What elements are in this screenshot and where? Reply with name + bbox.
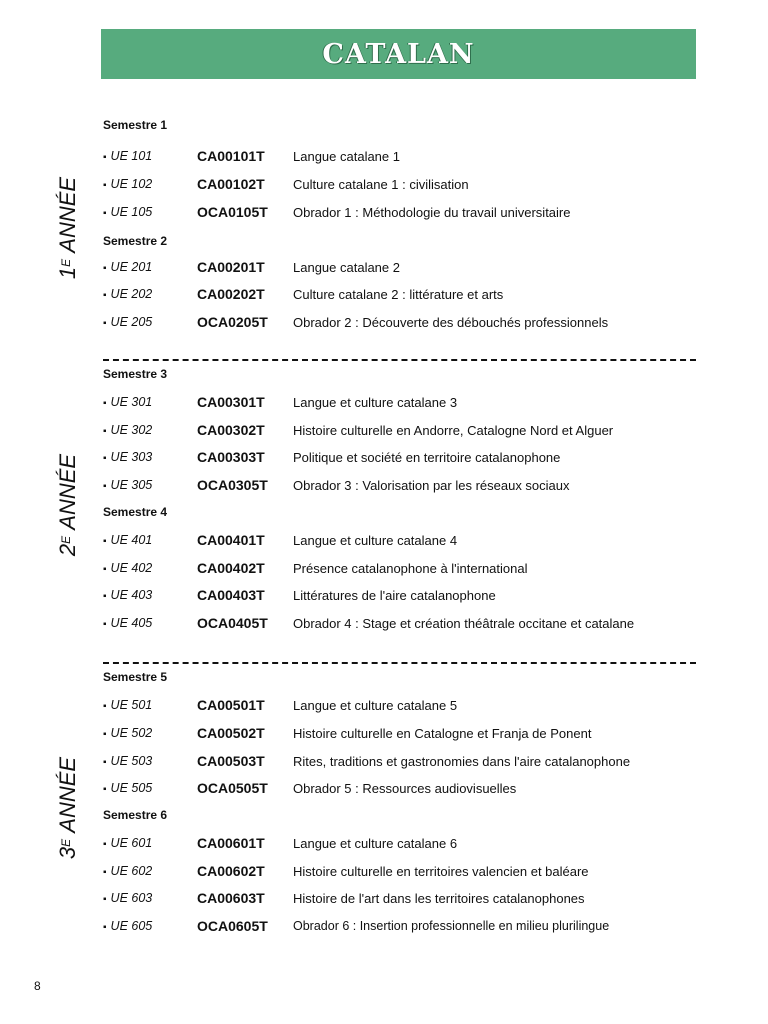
course-row — [103, 751, 703, 771]
course-title: Langue catalane 1 — [293, 148, 400, 164]
course-row — [103, 558, 703, 578]
course-row — [103, 778, 703, 798]
course-row — [103, 312, 703, 332]
bullet-icon: ▪ — [103, 619, 107, 630]
ue-number: UE 101 — [110, 149, 153, 163]
course-row — [103, 202, 703, 222]
course-row — [103, 447, 703, 467]
ue-number: UE 603 — [110, 891, 153, 905]
year-number: 2 — [55, 543, 80, 557]
course-code: CA00401T — [197, 532, 265, 548]
course-title: Rites, traditions et gastronomies dans l'aire catalanophone — [293, 753, 631, 769]
course-title: Obrador 5 : Ressources audiovisuelles — [293, 780, 517, 796]
course-title: Histoire de l'art dans les territoires catalanophones — [293, 890, 585, 906]
ue-number: UE 403 — [110, 588, 153, 602]
course-title: Culture catalane 1 : civilisation — [293, 176, 469, 192]
course-code: OCA0305T — [197, 477, 268, 493]
course-title: Langue et culture catalane 6 — [293, 835, 458, 851]
semester-heading: Semestre 3 — [103, 367, 168, 381]
ue-number: UE 301 — [110, 395, 153, 409]
ue-number: UE 201 — [110, 260, 153, 274]
bullet-icon: ▪ — [103, 290, 107, 301]
year-number: 1 — [55, 266, 80, 280]
ue-number: UE 303 — [110, 450, 153, 464]
page-title: CATALAN — [322, 38, 475, 70]
ue-number: UE 503 — [110, 754, 153, 768]
course-code: CA00501T — [197, 697, 265, 713]
course-row — [103, 861, 703, 881]
ue-number: UE 605 — [110, 919, 153, 933]
course-row — [103, 695, 703, 715]
year-word: ANNÉE — [55, 756, 80, 833]
course-row — [103, 530, 703, 550]
course-row — [103, 284, 703, 304]
course-row — [103, 916, 703, 936]
ue-number: UE 305 — [110, 478, 153, 492]
year-word: ANNÉE — [55, 176, 80, 253]
year-superscript: E — [59, 258, 73, 267]
ue-number: UE 402 — [110, 561, 153, 575]
course-code: CA00502T — [197, 725, 265, 741]
course-title: Culture catalane 2 : littérature et arts — [293, 286, 504, 302]
year-superscript: E — [59, 535, 73, 544]
course-code: CA00302T — [197, 422, 265, 438]
bullet-icon: ▪ — [103, 922, 107, 933]
bullet-icon: ▪ — [103, 729, 107, 740]
course-row — [103, 475, 703, 495]
ue-number: UE 405 — [110, 616, 153, 630]
course-title: Littératures de l'aire catalanophone — [293, 587, 496, 603]
ue-number: UE 502 — [110, 726, 153, 740]
bullet-icon: ▪ — [103, 453, 107, 464]
course-title: Histoire culturelle en territoires valencien et baléare — [293, 863, 589, 879]
course-code: CA00503T — [197, 753, 265, 769]
course-code: CA00402T — [197, 560, 265, 576]
semester-heading: Semestre 5 — [103, 670, 168, 684]
ue-number: UE 102 — [110, 177, 153, 191]
ue-number: UE 302 — [110, 423, 153, 437]
bullet-icon: ▪ — [103, 208, 107, 219]
ue-number: UE 401 — [110, 533, 153, 547]
ue-number: UE 601 — [110, 836, 153, 850]
year-label-1 — [48, 128, 88, 328]
bullet-icon: ▪ — [103, 701, 107, 712]
semester-heading: Semestre 1 — [103, 118, 168, 132]
bullet-icon: ▪ — [103, 867, 107, 878]
year-word: ANNÉE — [55, 453, 80, 530]
course-code: CA00303T — [197, 449, 265, 465]
title-banner — [101, 29, 696, 79]
course-title: Langue catalane 2 — [293, 259, 400, 275]
course-row — [103, 146, 703, 166]
course-row — [103, 585, 703, 605]
course-title: Histoire culturelle en Catalogne et Franja de Ponent — [293, 725, 592, 741]
ue-number: UE 602 — [110, 864, 153, 878]
course-title: Histoire culturelle en Andorre, Catalogne Nord et Alguer — [293, 422, 614, 438]
course-code: CA00201T — [197, 259, 265, 275]
course-title: Obrador 4 : Stage et création théâtrale occitane et catalane — [293, 615, 635, 631]
page-number: 8 — [34, 979, 41, 993]
course-title: Obrador 1 : Méthodologie du travail universitaire — [293, 204, 571, 220]
ue-number: UE 501 — [110, 698, 153, 712]
course-code: CA00603T — [197, 890, 265, 906]
bullet-icon: ▪ — [103, 757, 107, 768]
course-row — [103, 392, 703, 412]
bullet-icon: ▪ — [103, 318, 107, 329]
year-label-2 — [48, 405, 88, 605]
bullet-icon: ▪ — [103, 152, 107, 163]
year-divider — [103, 662, 696, 664]
year-superscript: E — [59, 838, 73, 847]
course-code: OCA0605T — [197, 918, 268, 934]
semester-heading: Semestre 4 — [103, 505, 168, 519]
bullet-icon: ▪ — [103, 180, 107, 191]
bullet-icon: ▪ — [103, 426, 107, 437]
course-code: CA00601T — [197, 835, 265, 851]
bullet-icon: ▪ — [103, 398, 107, 409]
bullet-icon: ▪ — [103, 536, 107, 547]
ue-number: UE 205 — [110, 315, 153, 329]
course-row — [103, 888, 703, 908]
course-title: Langue et culture catalane 5 — [293, 697, 458, 713]
course-title: Obrador 3 : Valorisation par les réseaux sociaux — [293, 477, 570, 493]
course-code: CA00602T — [197, 863, 265, 879]
course-code: OCA0205T — [197, 314, 268, 330]
course-code: CA00102T — [197, 176, 265, 192]
course-code: OCA0105T — [197, 204, 268, 220]
year-label-3 — [48, 708, 88, 908]
course-title: Langue et culture catalane 4 — [293, 532, 458, 548]
course-row — [103, 613, 703, 633]
year-number: 3 — [55, 846, 80, 860]
semester-heading: Semestre 6 — [103, 808, 168, 822]
bullet-icon: ▪ — [103, 894, 107, 905]
bullet-icon: ▪ — [103, 481, 107, 492]
course-row — [103, 174, 703, 194]
bullet-icon: ▪ — [103, 263, 107, 274]
course-title: Obrador 6 : Insertion professionnelle en milieu plurilingue — [293, 919, 610, 933]
bullet-icon: ▪ — [103, 839, 107, 850]
course-row — [103, 420, 703, 440]
course-code: CA00202T — [197, 286, 265, 302]
year-divider — [103, 359, 696, 361]
ue-number: UE 505 — [110, 781, 153, 795]
course-code: OCA0405T — [197, 615, 268, 631]
course-title: Langue et culture catalane 3 — [293, 394, 458, 410]
course-row — [103, 723, 703, 743]
bullet-icon: ▪ — [103, 591, 107, 602]
course-title: Politique et société en territoire catalanophone — [293, 449, 561, 465]
bullet-icon: ▪ — [103, 784, 107, 795]
course-code: CA00301T — [197, 394, 265, 410]
course-code: CA00101T — [197, 148, 265, 164]
course-code: OCA0505T — [197, 780, 268, 796]
course-title: Obrador 2 : Découverte des débouchés professionnels — [293, 314, 609, 330]
course-row — [103, 257, 703, 277]
course-code: CA00403T — [197, 587, 265, 603]
ue-number: UE 202 — [110, 287, 153, 301]
course-row — [103, 833, 703, 853]
semester-heading: Semestre 2 — [103, 234, 168, 248]
bullet-icon: ▪ — [103, 564, 107, 575]
course-title: Présence catalanophone à l'international — [293, 560, 528, 576]
ue-number: UE 105 — [110, 205, 153, 219]
